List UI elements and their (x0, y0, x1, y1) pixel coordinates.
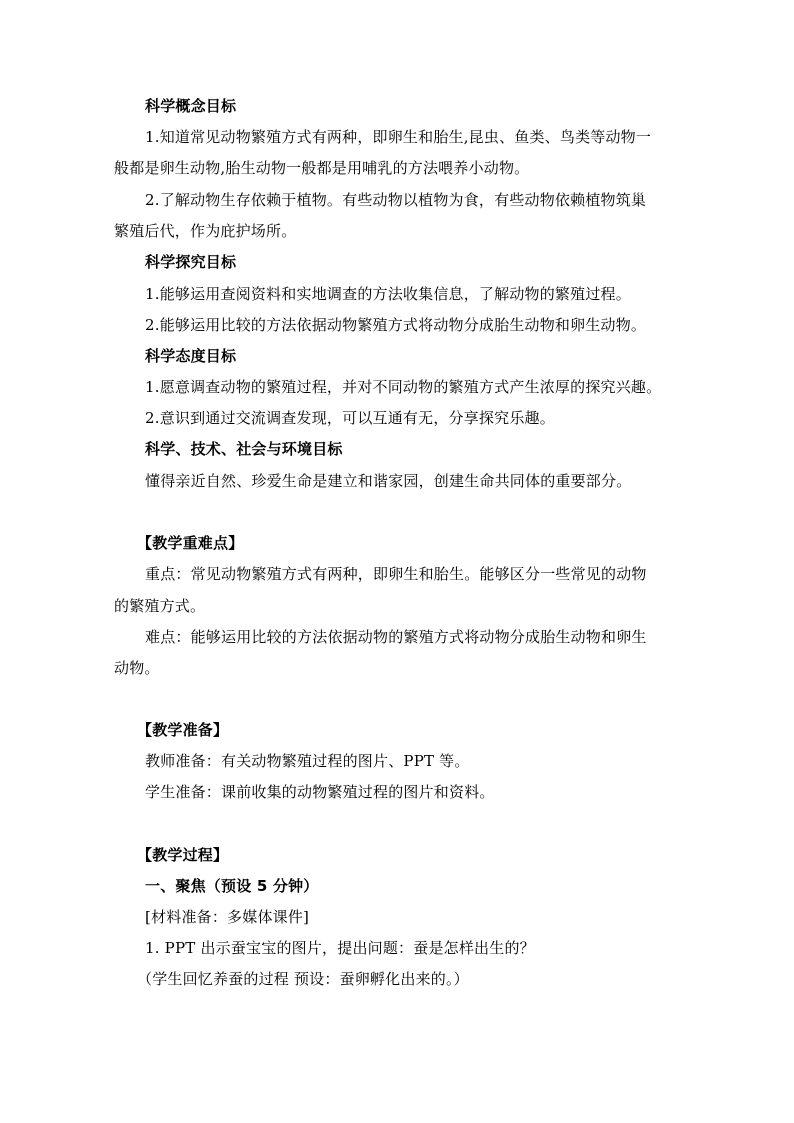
inquiry-item-1: 1.能够运用查阅资料和实地调查的方法收集信息，了解动物的繁殖过程。 (145, 285, 631, 303)
concept-item-2-line-2: 繁殖后代，作为庇护场所。 (114, 222, 297, 240)
difficult-point-line-1: 难点：能够运用比较的方法依据动物的繁殖方式将动物分成胎生动物和卵生 (145, 628, 647, 646)
attitude-item-1: 1.愿意调查动物的繁殖过程，并对不同动物的繁殖方式产生浓厚的探究兴趣。 (145, 378, 662, 396)
sts-goal-heading: 科学、技术、社会与环境目标 (145, 440, 343, 458)
attitude-item-2: 2.意识到通过交流调查发现，可以互通有无，分享探究乐趣。 (145, 409, 555, 427)
process-item-1: 1. PPT 出示蚕宝宝的图片，提出问题：蚕是怎样出生的？ (145, 939, 535, 957)
concept-item-2-line-1: 2.了解动物生存依赖于植物。有些动物以植物为食，有些动物依赖植物筑巢 (145, 191, 647, 209)
inquiry-item-2: 2.能够运用比较的方法依据动物繁殖方式将动物分成胎生动物和卵生动物。 (145, 316, 647, 334)
teacher-preparation: 教师准备：有关动物繁殖过程的图片、PPT 等。 (145, 752, 470, 770)
sts-goal-text: 懂得亲近自然、珍爱生命是建立和谐家园，创建生命共同体的重要部分。 (145, 472, 632, 490)
concept-item-1-line-2: 般都是卵生动物,胎生动物一般都是用哺乳的方法喂养小动物。 (114, 159, 530, 177)
inquiry-goal-heading: 科学探究目标 (145, 253, 237, 271)
attitude-goal-heading: 科学态度目标 (145, 347, 237, 365)
concept-item-1-line-1: 1.知道常见动物繁殖方式有两种，即卵生和胎生,昆虫、鱼类、鸟类等动物一 (145, 128, 652, 146)
step-1-title: 一、聚焦（预设 5 分钟） (145, 877, 319, 895)
preparation-heading: 【教学准备】 (137, 721, 229, 739)
student-response: （学生回忆养蚕的过程 预设：蚕卵孵化出来的。） (137, 970, 469, 988)
student-preparation: 学生准备：课前收集的动物繁殖过程的图片和资料。 (145, 783, 495, 801)
key-point-line-2: 的繁殖方式。 (114, 597, 206, 615)
teaching-process-heading: 【教学过程】 (137, 846, 229, 864)
concept-goal-heading: 科学概念目标 (145, 97, 237, 115)
key-point-line-1: 重点：常见动物繁殖方式有两种，即卵生和胎生。能够区分一些常见的动物 (145, 565, 647, 583)
difficult-point-line-2: 动物。 (114, 659, 160, 677)
materials-note: [材料准备：多媒体课件] (145, 908, 310, 926)
key-difficult-points-heading: 【教学重难点】 (137, 534, 244, 552)
